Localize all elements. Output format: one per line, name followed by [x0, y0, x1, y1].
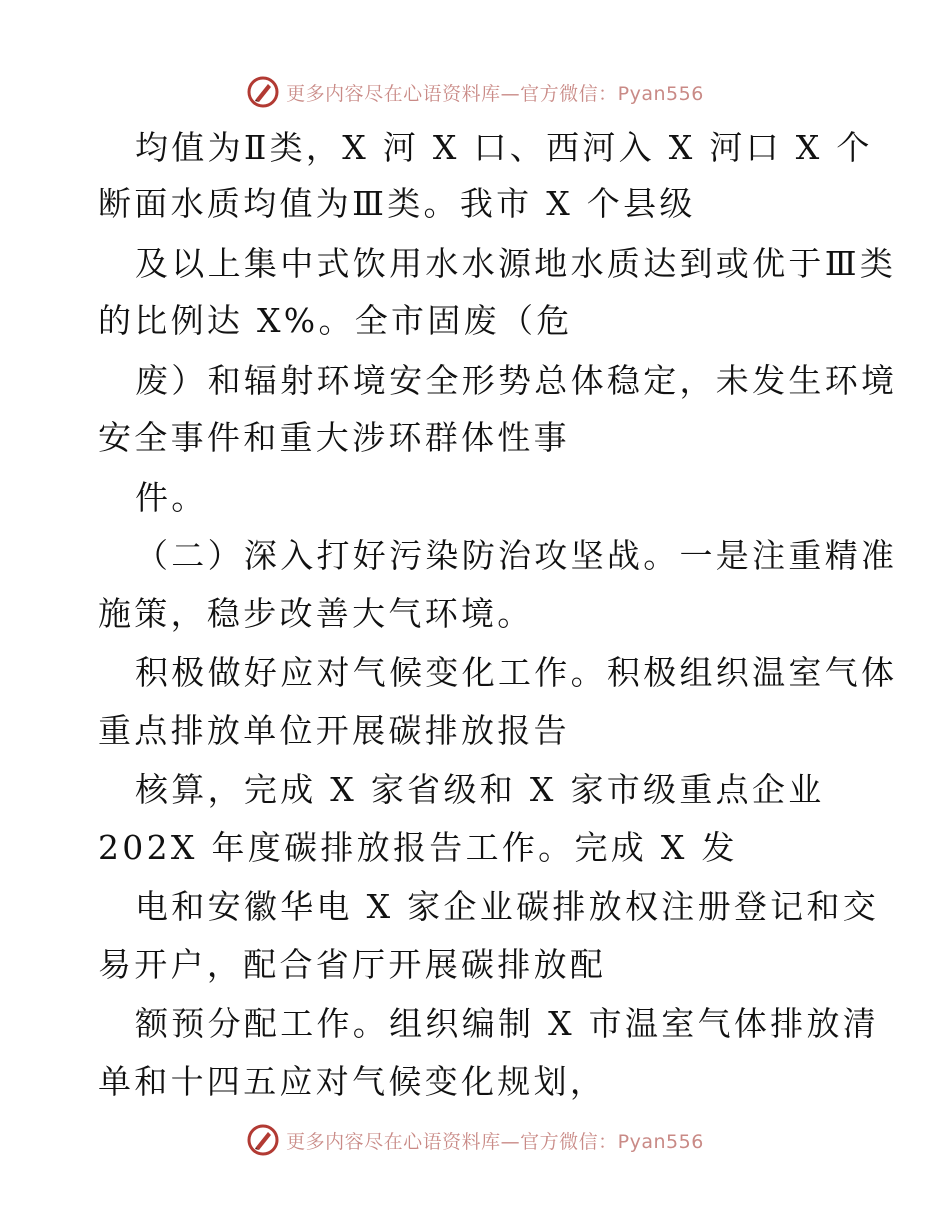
body-line-17: 单和十四五应对气候变化规划， [98, 1062, 607, 1101]
watermark-footer [0, 1120, 950, 1160]
body-line-3: 及以上集中式饮用水水源地水质达到或优于Ⅲ类 [135, 244, 897, 283]
body-line-16: 额预分配工作。组织编制 X 市温室气体排放清 [135, 1004, 880, 1043]
body-line-4: 的比例达 X%。全市固废（危 [98, 301, 573, 340]
body-line-1: 均值为Ⅱ类，X 河 X 口、西河入 X 河口 X 个 [135, 128, 873, 167]
body-line-5: 废）和辐射环境安全形势总体稳定，未发生环境 [135, 361, 898, 400]
pen-circle-logo-icon [246, 1123, 280, 1157]
body-line-10: 积极做好应对气候变化工作。积极组织温室气体 [135, 653, 898, 692]
watermark-text: 更多内容尽在心语资料库—官方微信：Pyan556 [286, 82, 704, 105]
pen-circle-logo-icon [246, 75, 280, 109]
body-line-13: 202X 年度碳排放报告工作。完成 X 发 [98, 828, 738, 867]
body-line-14: 电和安徽华电 X 家企业碳排放权注册登记和交 [135, 887, 880, 926]
body-line-6: 安全事件和重大涉环群体性事 [98, 418, 570, 457]
body-line-2: 断面水质均值为Ⅲ类。我市 X 个县级 [98, 184, 696, 223]
body-line-11: 重点排放单位开展碳排放报告 [98, 711, 570, 750]
watermark-header [0, 72, 950, 112]
body-line-9: 施策，稳步改善大气环境。 [98, 594, 534, 633]
body-line-12: 核算，完成 X 家省级和 X 家市级重点企业 [135, 770, 825, 809]
body-line-15: 易开户，配合省厅开展碳排放配 [98, 945, 607, 984]
body-line-8: （二）深入打好污染防治攻坚战。一是注重精准 [135, 536, 898, 575]
watermark-text: 更多内容尽在心语资料库—官方微信：Pyan556 [286, 1130, 704, 1153]
body-line-7: 件。 [135, 478, 208, 517]
